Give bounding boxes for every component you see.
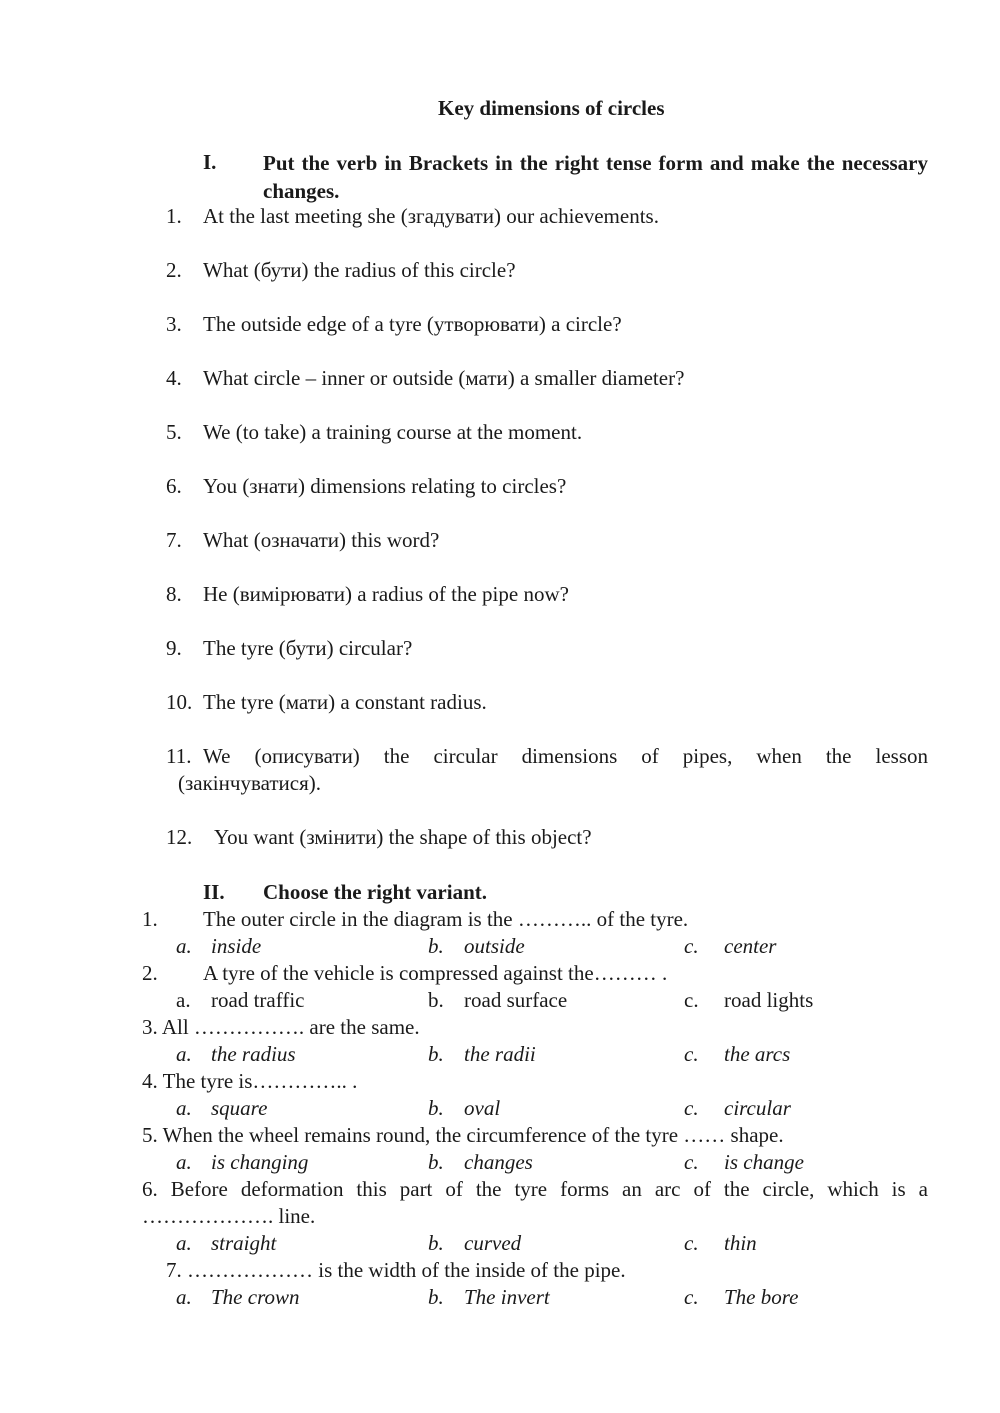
s2-q3-opt-a-letter: a. [176, 1042, 192, 1066]
section-1-instruction: Put the verb in Brackets in the right tense form and make the necessary changes. [263, 151, 928, 203]
s2-q1-opt-c[interactable]: center [724, 934, 777, 958]
s2-q4-opt-c[interactable]: circular [724, 1096, 791, 1120]
s2-q4-opt-a-letter: a. [176, 1096, 192, 1120]
s2-q6-opt-a-letter: a. [176, 1231, 192, 1255]
section-2-number: II. [203, 880, 225, 904]
s1-item-12-num: 12. [166, 825, 193, 849]
s2-q7-opt-c-letter: c. [684, 1285, 699, 1309]
s2-q5-opt-c[interactable]: is change [724, 1150, 804, 1174]
s1-item-1-num: 1. [166, 204, 182, 228]
s1-item-4-num: 4. [166, 366, 182, 390]
s2-q7-text: 7. ……………… is the width of the inside of the pipe. [166, 1258, 626, 1282]
s1-item-4-text: What circle – inner or outside (мати) a smaller diameter? [203, 366, 685, 390]
s2-q3-opt-b[interactable]: the radii [464, 1042, 536, 1066]
s1-item-11-text: We (описувати) the circular dimensions of pipes, when the lesson [203, 744, 928, 768]
s1-item-8-num: 8. [166, 582, 182, 606]
s2-q7-opt-b-letter: b. [428, 1285, 444, 1309]
s2-q5-opt-b-letter: b. [428, 1150, 444, 1174]
s2-q6-opt-a[interactable]: straight [211, 1231, 277, 1255]
s1-item-2-num: 2. [166, 258, 182, 282]
s2-q5-opt-a[interactable]: is changing [211, 1150, 309, 1174]
s1-item-9-num: 9. [166, 636, 182, 660]
s2-q3-opt-a[interactable]: the radius [211, 1042, 296, 1066]
s2-q3-opt-c-letter: c. [684, 1042, 699, 1066]
s1-item-11-text-cont: (закінчуватися). [178, 771, 322, 795]
s2-q6-opt-c-letter: c. [684, 1231, 699, 1255]
s2-q1-opt-b[interactable]: outside [464, 934, 525, 958]
s1-item-7-num: 7. [166, 528, 182, 552]
s2-q4-opt-b[interactable]: oval [464, 1096, 501, 1120]
s2-q5-opt-a-letter: a. [176, 1150, 192, 1174]
s1-item-2-text: What (бути) the radius of this circle? [203, 258, 516, 282]
s2-q5-opt-b[interactable]: changes [464, 1150, 533, 1174]
s2-q6-text: 6. Before deformation this part of the tyre forms an arc of the circle, which is a [142, 1177, 928, 1201]
section-1-number: I. [203, 150, 217, 174]
s2-q1-opt-a-letter: a. [176, 934, 192, 958]
s2-q7-opt-a-letter: a. [176, 1285, 192, 1309]
s1-item-10-text: The tyre (мати) a constant radius. [203, 690, 487, 714]
s2-q2-opt-c-letter: c. [684, 988, 699, 1012]
s2-q7-opt-b[interactable]: The invert [464, 1285, 550, 1309]
s2-q2-opt-b[interactable]: road surface [464, 988, 568, 1012]
s2-q1-num: 1. [142, 907, 158, 931]
s2-q7-opt-a[interactable]: The crown [211, 1285, 300, 1309]
s2-q5-opt-c-letter: c. [684, 1150, 699, 1174]
s2-q1-opt-b-letter: b. [428, 934, 444, 958]
s1-item-10-num: 10. [166, 690, 193, 714]
s2-q1-opt-a[interactable]: inside [211, 934, 262, 958]
page-title: Key dimensions of circles [438, 96, 665, 120]
s2-q3-opt-b-letter: b. [428, 1042, 444, 1066]
s2-q5-text: 5. When the wheel remains round, the circumference of the tyre …… shape. [142, 1123, 784, 1147]
s2-q4-opt-a[interactable]: square [211, 1096, 268, 1120]
s1-item-6-num: 6. [166, 474, 182, 498]
s2-q6-opt-b[interactable]: curved [464, 1231, 522, 1255]
s2-q2-text: A tyre of the vehicle is compressed against the……… . [203, 961, 668, 985]
s2-q2-opt-b-letter: b. [428, 988, 444, 1012]
s2-q3-opt-c[interactable]: the arcs [724, 1042, 791, 1066]
s2-q1-text: The outer circle in the diagram is the ……….. of the tyre. [203, 907, 689, 931]
s2-q4-text: 4. The tyre is………….. . [142, 1069, 358, 1093]
s1-item-3-num: 3. [166, 312, 182, 336]
s2-q1-opt-c-letter: c. [684, 934, 699, 958]
s1-item-5-text: We (to take) a training course at the moment. [203, 420, 583, 444]
s2-q6-opt-b-letter: b. [428, 1231, 444, 1255]
s2-q6-opt-c[interactable]: thin [724, 1231, 757, 1255]
s2-q3-text: 3. All ……………. are the same. [142, 1015, 420, 1039]
s1-item-5-num: 5. [166, 420, 182, 444]
s1-item-7-text: What (означати) this word? [203, 528, 440, 552]
s1-item-8-text: He (вимірювати) a radius of the pipe now? [203, 582, 569, 606]
s1-item-12-text: You want (змінити) the shape of this object? [214, 825, 592, 849]
s1-item-3-text: The outside edge of a tyre (утворювати) a circle? [203, 312, 622, 336]
s1-item-9-text: The tyre (бути) circular? [203, 636, 413, 660]
s2-q4-opt-c-letter: c. [684, 1096, 699, 1120]
section-2-instruction: Choose the right variant. [263, 880, 487, 904]
s2-q2-opt-a[interactable]: road traffic [211, 988, 305, 1012]
s1-item-11-num: 11. [166, 744, 192, 768]
s2-q2-opt-a-letter: a. [176, 988, 191, 1012]
s2-q4-opt-b-letter: b. [428, 1096, 444, 1120]
s2-q2-num: 2. [142, 961, 158, 985]
s2-q7-opt-c[interactable]: The bore [724, 1285, 799, 1309]
s1-item-1-text: At the last meeting she (згадувати) our achievements. [203, 204, 659, 228]
s1-item-6-text: You (знати) dimensions relating to circles? [203, 474, 567, 498]
s2-q6-text-cont: ………………. line. [142, 1204, 316, 1228]
s2-q2-opt-c[interactable]: road lights [724, 988, 814, 1012]
